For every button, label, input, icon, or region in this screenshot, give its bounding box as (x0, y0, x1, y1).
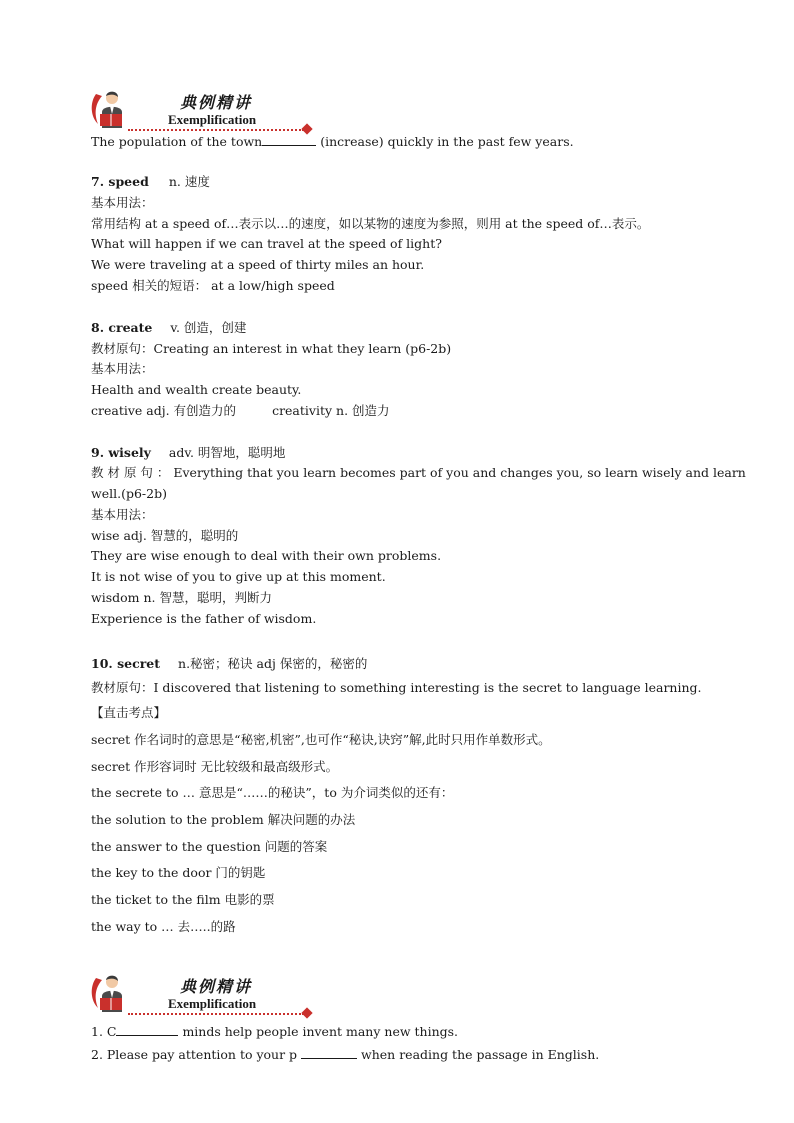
exercise-2: 2. Please pay attention to your p when reading the passage in English. (91, 1047, 600, 1062)
key-point: the key to the door 门的钥匙 (91, 865, 266, 880)
key-point: the way to … 去…..的路 (91, 919, 236, 934)
banner-title-cn: 典例精讲 (180, 977, 253, 996)
exemplification-banner-2 (88, 972, 318, 1022)
key-points-label: 【直击考点】 (91, 705, 167, 720)
key-point: the solution to the problem 解决问题的办法 (91, 812, 356, 827)
key-point: the answer to the question 问题的答案 (91, 839, 328, 854)
example-sentence: The population of the town (increase) quickly in the past few years. (91, 134, 574, 149)
key-point: secret 作形容词时 无比较级和最高级形式。 (91, 759, 339, 774)
dotted-divider (128, 129, 304, 131)
key-point: the ticket to the film 电影的票 (91, 892, 275, 907)
exemplification-banner-1 (88, 88, 318, 138)
banner-title-en: Exemplification (168, 996, 257, 1011)
example-sentence: We were traveling at a speed of thirty miles an hour. (91, 257, 425, 272)
diamond-icon (301, 123, 312, 134)
answer-blank[interactable] (262, 134, 316, 146)
key-point: secret 作名词时的意思是“秘密,机密”,也可作“秘诀,诀窍”解,此时只用作单数形式。 (91, 732, 551, 747)
exercise-1: 1. C minds help people invent many new things. (91, 1024, 459, 1039)
banner-title-en: Exemplification (168, 112, 257, 127)
usage-label: 基本用法： (91, 507, 154, 522)
textbook-sentence-cont: well.(p6-2b) (91, 486, 167, 501)
example-sentence: Health and wealth create beauty. (91, 382, 302, 397)
example-sentence: They are wise enough to deal with their own problems. (91, 548, 442, 563)
entry-secret-heading: 10. secret n.秘密；秘诀 adj 保密的，秘密的 (91, 656, 368, 671)
entry-wisely-heading: 9. wisely adv. 明智地，聪明地 (91, 445, 286, 460)
entry-speed-heading: 7. speed n. 速度 (91, 174, 210, 189)
teacher-reading-icon (88, 88, 132, 134)
textbook-sentence: 教 材 原 句 ： Everything that you learn becomes part of you and changes you, so learn wisely and learn (91, 465, 746, 480)
answer-blank[interactable] (116, 1024, 178, 1036)
example-sentence: It is not wise of you to give up at this moment. (91, 569, 386, 584)
word-wise: wise adj. 智慧的，聪明的 (91, 528, 239, 543)
textbook-sentence: 教材原句：I discovered that listening to something interesting is the secret to language learning. (91, 680, 702, 695)
example-sentence: What will happen if we can travel at the speed of light? (91, 236, 442, 251)
diamond-icon (301, 1007, 312, 1018)
usage-label: 基本用法： (91, 195, 154, 210)
key-point: the secrete to … 意思是“……的秘诀”，to 为介词类似的还有： (91, 785, 454, 800)
dotted-divider (128, 1013, 304, 1015)
entry-create-heading: 8. create v. 创造，创建 (91, 320, 247, 335)
banner-title-cn: 典例精讲 (180, 93, 253, 112)
teacher-reading-icon (88, 972, 132, 1018)
usage-description: 常用结构 at a speed of…表示以…的速度，如以某物的速度为参照，则用 at the speed of…表示。 (91, 216, 650, 231)
word-wisdom: wisdom n. 智慧，聪明，判断力 (91, 590, 272, 605)
textbook-sentence: 教材原句：Creating an interest in what they learn (p6-2b) (91, 341, 452, 356)
related-phrase: speed 相关的短语： at a low/high speed (91, 278, 335, 293)
example-sentence: Experience is the father of wisdom. (91, 611, 317, 626)
derivatives: creative adj. 有创造力的 creativity n. 创造力 (91, 403, 390, 418)
answer-blank[interactable] (301, 1047, 357, 1059)
usage-label: 基本用法： (91, 361, 154, 376)
